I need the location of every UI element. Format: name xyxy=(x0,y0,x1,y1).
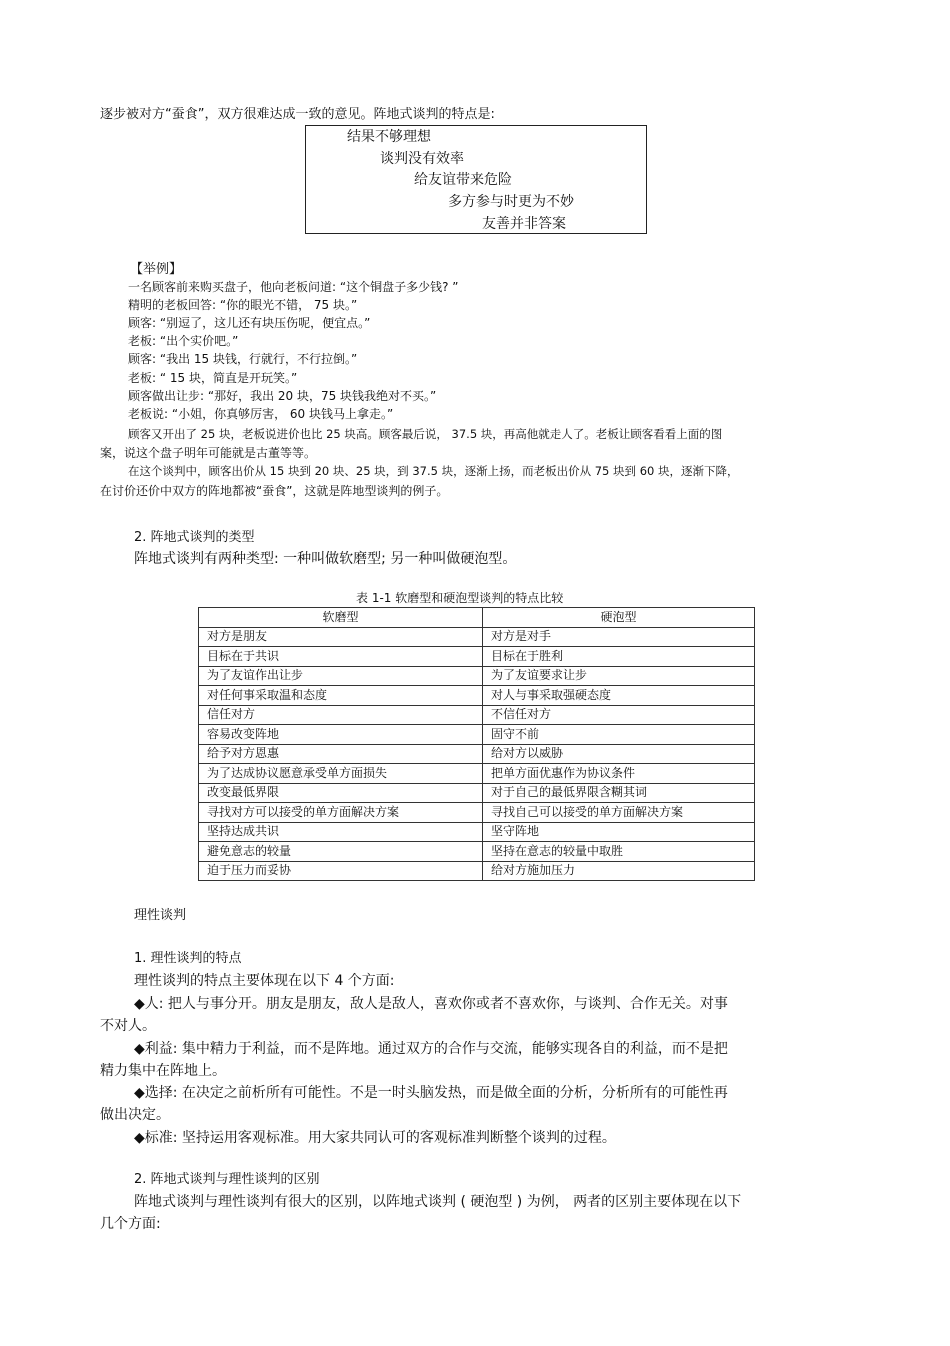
table-row xyxy=(199,783,755,803)
table-row xyxy=(199,861,755,881)
example-line: 一名顾客前来购买盘子，他向老板问道: “这个铜盘子多少钱? ” xyxy=(128,280,459,294)
table-cell: 对人与事采取强硬态度 xyxy=(483,686,755,706)
rational-point-standard: ◆标准: 坚持运用客观标准。用大家共同认可的客观标准判断整个谈判的过程。 xyxy=(134,1130,616,1146)
table-cell: 为了友谊作出让步 xyxy=(199,666,483,686)
example-line: 精明的老板回答: “你的眼光不错， 75 块。” xyxy=(128,298,358,312)
table-cell: 给对方施加压力 xyxy=(483,861,755,881)
table-cell: 给对方以威胁 xyxy=(483,744,755,764)
table-cell: 避免意志的较量 xyxy=(199,842,483,862)
feature-item: 友善并非答案 xyxy=(482,216,566,232)
table-cell: 对方是对手 xyxy=(483,627,755,647)
table-row xyxy=(199,764,755,784)
intro-line: 逐步被对方“蚕食”，双方很难达成一致的意见。阵地式谈判的特点是: xyxy=(100,107,495,122)
rational-point-interest-cont: 精力集中在阵地上。 xyxy=(100,1063,226,1079)
example-line: 顾客又开出了 25 块，老板说进价也比 25 块高。顾客最后说， 37.5 块，再高他就走人了。老板让顾客看看上面的图 xyxy=(128,427,723,441)
column-header: 软磨型 xyxy=(199,608,483,628)
table-row xyxy=(199,842,755,862)
rational-intro: 理性谈判的特点主要体现在以下 4 个方面: xyxy=(134,973,395,989)
table-cell: 坚持达成共识 xyxy=(199,822,483,842)
rational-point-choice: ◆选择: 在决定之前析所有可能性。不是一时头脑发热，而是做全面的分析，分析所有的可能性再 xyxy=(134,1085,728,1101)
example-line: 顾客: “我出 15 块钱，行就行，不行拉倒。” xyxy=(128,352,358,366)
table-row xyxy=(199,822,755,842)
table-cell: 寻找自己可以接受的单方面解决方案 xyxy=(483,803,755,823)
table-row xyxy=(199,803,755,823)
table-cell: 不信任对方 xyxy=(483,705,755,725)
rational-title: 理性谈判 xyxy=(134,908,187,923)
table-cell: 对方是朋友 xyxy=(199,627,483,647)
feature-item: 谈判没有效率 xyxy=(380,151,464,167)
feature-item: 多方参与时更为不妙 xyxy=(448,194,574,210)
table-row xyxy=(199,686,755,706)
table-cell: 为了达成协议愿意承受单方面损失 xyxy=(199,764,483,784)
example-line: 顾客: “别逗了，这儿还有块压伤呢，便宜点。” xyxy=(128,316,371,330)
features-box xyxy=(305,125,647,234)
table-cell: 对任何事采取温和态度 xyxy=(199,686,483,706)
example-line: 在这个谈判中，顾客出价从 15 块到 20 块、25 块，到 37.5 块，逐渐上扬，而老板出价从 75 块到 60 块，逐渐下降， xyxy=(128,464,739,478)
example-line: 老板: “ 15 块，简直是开玩笑。” xyxy=(128,371,298,385)
table-cell: 目标在于胜利 xyxy=(483,647,755,667)
table-row xyxy=(199,725,755,745)
table-cell: 给予对方恩惠 xyxy=(199,744,483,764)
table-cell: 寻找对方可以接受的单方面解决方案 xyxy=(199,803,483,823)
example-line: 案，说这个盘子明年可能就是古董等等。 xyxy=(100,446,317,460)
table-cell: 信任对方 xyxy=(199,705,483,725)
feature-item: 给友谊带来危险 xyxy=(414,172,512,188)
table-cell: 迫于压力而妥协 xyxy=(199,861,483,881)
comparison-table xyxy=(198,607,755,881)
rational-subheading: 1. 理性谈判的特点 xyxy=(134,951,242,966)
rational-point-interest: ◆利益: 集中精力于利益，而不是阵地。通过双方的合作与交流，能够实现各自的利益，而不是把 xyxy=(134,1041,728,1057)
table-cell: 固守不前 xyxy=(483,725,755,745)
example-heading: 【举例】 xyxy=(130,262,183,277)
table-cell: 对于自己的最低界限含糊其词 xyxy=(483,783,755,803)
example-line: 老板说: “小姐，你真够厉害， 60 块钱马上拿走。” xyxy=(128,407,394,421)
rational-point-choice-cont: 做出决定。 xyxy=(100,1107,170,1123)
table-cell: 容易改变阵地 xyxy=(199,725,483,745)
difference-heading: 2. 阵地式谈判与理性谈判的区别 xyxy=(134,1172,320,1187)
table-row xyxy=(199,666,755,686)
example-line: 顾客做出让步: “那好，我出 20 块，75 块钱我绝对不买。” xyxy=(128,389,437,403)
table-cell: 目标在于共识 xyxy=(199,647,483,667)
table-row xyxy=(199,627,755,647)
table-cell: 坚守阵地 xyxy=(483,822,755,842)
table-cell: 坚持在意志的较量中取胜 xyxy=(483,842,755,862)
example-line: 老板: “出个实价吧。” xyxy=(128,334,239,348)
table-caption: 表 1-1 软磨型和硬泡型谈判的特点比较 xyxy=(356,591,564,605)
difference-body: 阵地式谈判与理性谈判有很大的区别，以阵地式谈判 ( 硬泡型 ) 为例， 两者的区别主要体现在以下 xyxy=(134,1194,742,1210)
example-line: 在讨价还价中双方的阵地都被“蚕食”，这就是阵地型谈判的例子。 xyxy=(100,484,449,498)
table-header-row xyxy=(199,608,755,628)
table-cell: 改变最低界限 xyxy=(199,783,483,803)
column-header: 硬泡型 xyxy=(483,608,755,628)
table-cell: 为了友谊要求让步 xyxy=(483,666,755,686)
rational-point-person-cont: 不对人。 xyxy=(100,1018,156,1034)
table-cell: 把单方面优惠作为协议条件 xyxy=(483,764,755,784)
feature-item: 结果不够理想 xyxy=(347,129,431,145)
types-heading: 2. 阵地式谈判的类型 xyxy=(134,530,255,545)
table-row xyxy=(199,705,755,725)
rational-point-person: ◆人: 把人与事分开。朋友是朋友，敌人是敌人，喜欢你或者不喜欢你，与谈判、合作无关。对事 xyxy=(134,996,728,1012)
difference-body-cont: 几个方面: xyxy=(100,1216,161,1232)
types-body: 阵地式谈判有两种类型: 一种叫做软磨型; 另一种叫做硬泡型。 xyxy=(134,551,517,567)
table-row xyxy=(199,744,755,764)
table-row xyxy=(199,647,755,667)
